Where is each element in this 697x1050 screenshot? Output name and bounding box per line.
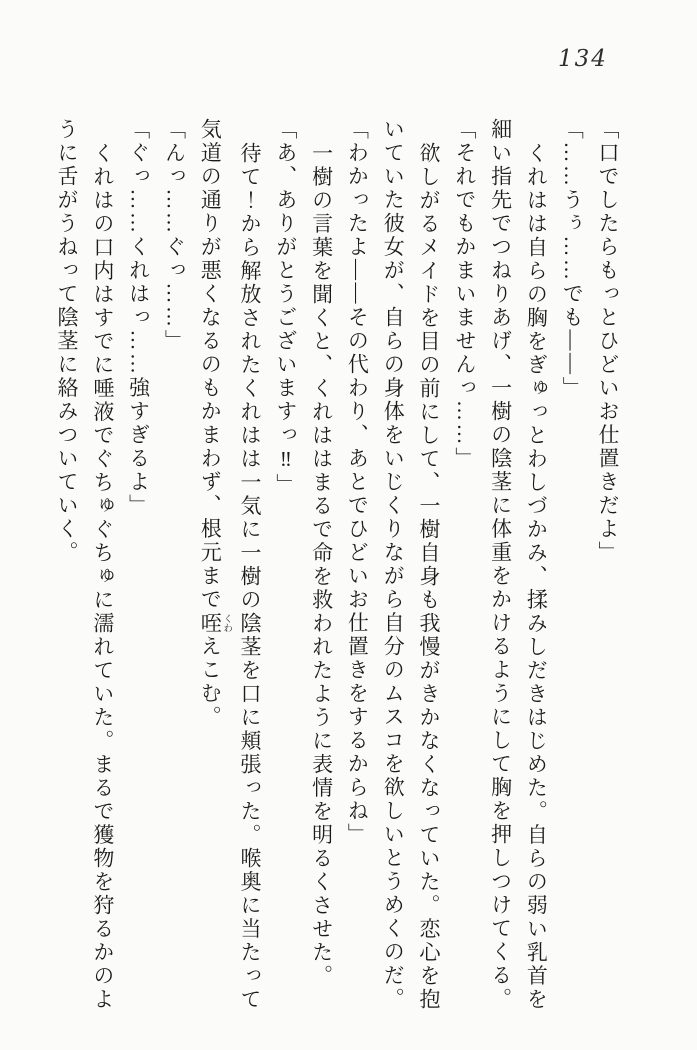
text-line: 気道の通りが悪くなるのもかまわず、根元まで咥 くわえこむ。 — [198, 118, 232, 729]
text-line: 細い指先でつねりあげ、一樹の陰茎に体重をかけるようにして胸を押しつけてくる。 — [488, 118, 513, 1011]
page-number: 134 — [558, 46, 608, 72]
text-line: 「ぐっ……くれはっ……強すぎるよ」 — [126, 118, 151, 518]
text-line: くれはは自らの胸をぎゅっとわしづかみ、揉みしだきはじめた。自らの弱い乳首を — [524, 141, 549, 1011]
text-line: 「んっ……ぐっ……」 — [162, 118, 187, 353]
text-line: 「口でしたらもっとひどいお仕置きだよ」 — [596, 118, 620, 565]
text-line: くれはの口内はすでに唾液でぐちゅぐちゅに濡れていた。まるで獲物を狩るかのよ — [90, 141, 115, 1011]
text-line: 「……うぅ……でも――」 — [560, 118, 585, 400]
ruby-annotated-word: 咥 くわ — [198, 611, 232, 635]
text-line: 待て！から解放されたくれはは一気に一樹の陰茎を口に頬張った。喉奥に当たって — [238, 141, 263, 1011]
text-area — [48, 118, 625, 1018]
text-line: いていた彼女が、自らの身体をいじくりながら自分のムスコを欲しいとうめくのだ。 — [381, 118, 406, 1011]
text-line: うに舌がうねって陰茎に絡みついていく。 — [55, 118, 80, 565]
text-line: 一樹の言葉を聞くと、くれははまるで命を救われたように表情を明るくさせた。 — [309, 141, 334, 988]
text-line: 「あ、ありがとうございますっ‼」 — [273, 118, 298, 497]
text-line: 「わかったよ――その代わり、あとでひどいお仕置きをするからね」 — [345, 118, 370, 847]
furigana: くわ — [221, 611, 232, 635]
text-line: 「それでもかまいませんっ……」 — [452, 118, 477, 471]
text-line: 欲しがるメイドを目の前にして、一樹自身も我慢がきかなくなっていた。恋心を抱 — [417, 141, 442, 1011]
